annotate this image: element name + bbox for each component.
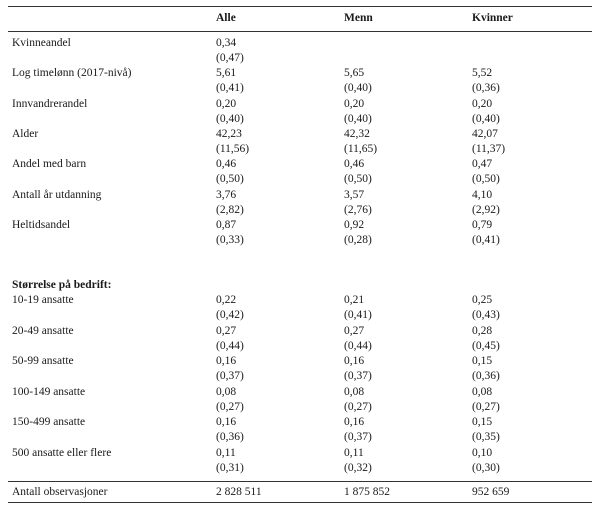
menn-sd: (2,76) <box>344 203 372 216</box>
menn-value: 5,65 <box>344 67 365 80</box>
alle-value: 5,61 <box>216 67 237 80</box>
menn-value: 0,46 <box>344 158 365 171</box>
kvinner-value: 5,52 <box>472 67 493 80</box>
menn-value: 0,16 <box>344 416 365 428</box>
alle-value: 0,16 <box>216 416 237 428</box>
alle-value: 0,34 <box>216 37 237 49</box>
alle-value: 0,08 <box>216 385 237 398</box>
alle-value: 0,20 <box>216 97 237 110</box>
kvinner-value: 0,47 <box>472 158 493 171</box>
alle-value: 0,46 <box>216 158 237 171</box>
menn-value: 0,08 <box>344 385 365 398</box>
header-menn: Menn <box>344 12 373 24</box>
row-label: 20-49 ansatte <box>12 324 74 337</box>
alle-sd: (0,47) <box>216 52 244 64</box>
alle-value: 0,22 <box>216 294 237 306</box>
kvinner-sd: (0,40) <box>472 112 500 125</box>
kvinner-sd: (0,35) <box>472 431 500 443</box>
menn-sd: (0,32) <box>344 461 372 474</box>
footer-label: Antall observasjoner <box>12 486 108 498</box>
footer-menn: 1 875 852 <box>344 486 390 498</box>
menn-sd: (0,44) <box>344 339 372 352</box>
alle-sd: (0,40) <box>216 112 244 125</box>
kvinner-value: 0,20 <box>472 97 493 110</box>
menn-value: 0,27 <box>344 324 365 337</box>
menn-value: 0,11 <box>344 446 364 459</box>
kvinner-value: 0,25 <box>472 294 493 306</box>
kvinner-sd: (11,37) <box>472 142 506 155</box>
alle-sd: (0,42) <box>216 309 244 321</box>
table-top-rule <box>8 6 592 7</box>
kvinner-sd: (0,36) <box>472 370 500 382</box>
alle-sd: (11,56) <box>216 142 250 155</box>
alle-sd: (0,36) <box>216 431 244 443</box>
kvinner-sd: (0,45) <box>472 339 500 352</box>
alle-value: 0,16 <box>216 355 237 367</box>
kvinner-value: 4,10 <box>472 188 493 201</box>
menn-value: 0,92 <box>344 218 365 231</box>
row-label: 150-499 ansatte <box>12 416 86 428</box>
menn-value: 0,21 <box>344 294 365 306</box>
menn-sd: (0,27) <box>344 400 372 413</box>
alle-sd: (0,37) <box>216 370 244 382</box>
menn-sd: (0,40) <box>344 112 372 125</box>
row-label: 50-99 ansatte <box>12 355 74 367</box>
header-rule <box>8 31 592 32</box>
kvinner-sd: (0,50) <box>472 173 500 186</box>
kvinner-sd: (0,36) <box>472 82 500 95</box>
alle-sd: (0,27) <box>216 400 244 413</box>
alle-value: 3,76 <box>216 188 237 201</box>
row-label: 100-149 ansatte <box>12 385 86 398</box>
menn-sd: (0,37) <box>344 370 372 382</box>
kvinner-sd: (0,43) <box>472 309 500 321</box>
menn-sd: (11,65) <box>344 142 378 155</box>
menn-sd: (0,28) <box>344 233 372 246</box>
menn-sd: (0,41) <box>344 309 372 321</box>
alle-value: 0,87 <box>216 218 237 231</box>
row-label: Kvinneandel <box>12 37 71 49</box>
menn-sd: (0,50) <box>344 173 372 186</box>
alle-value: 42,23 <box>216 127 242 140</box>
row-label: Heltidsandel <box>12 218 71 231</box>
menn-sd: (0,40) <box>344 82 372 95</box>
kvinner-value: 0,08 <box>472 385 493 398</box>
alle-sd: (0,33) <box>216 233 244 246</box>
kvinner-sd: (0,41) <box>472 233 500 246</box>
table-bottom-rule <box>8 502 592 503</box>
row-label: Andel med barn <box>12 158 87 171</box>
row-label: Innvandrerandel <box>12 97 88 110</box>
alle-sd: (0,50) <box>216 173 244 186</box>
alle-value: 0,27 <box>216 324 237 337</box>
kvinner-sd: (0,30) <box>472 461 500 474</box>
kvinner-value: 0,15 <box>472 355 493 367</box>
kvinner-value: 0,28 <box>472 324 493 337</box>
alle-sd: (2,82) <box>216 203 244 216</box>
kvinner-value: 0,10 <box>472 446 493 459</box>
header-kvinner: Kvinner <box>472 12 513 24</box>
kvinner-value: 0,15 <box>472 416 493 428</box>
menn-sd: (0,37) <box>344 431 372 443</box>
section-b-title: Størrelse på bedrift: <box>12 279 112 291</box>
menn-value: 0,20 <box>344 97 365 110</box>
row-label: Alder <box>12 127 39 140</box>
row-label: 500 ansatte eller flere <box>12 446 112 459</box>
menn-value: 3,57 <box>344 188 365 201</box>
header-alle: Alle <box>216 12 236 24</box>
kvinner-sd: (0,27) <box>472 400 500 413</box>
footer-top-rule <box>8 481 592 482</box>
kvinner-value: 0,79 <box>472 218 493 231</box>
kvinner-sd: (2,92) <box>472 203 500 216</box>
menn-value: 42,32 <box>344 127 370 140</box>
row-label: Antall år utdanning <box>12 188 102 201</box>
footer-kvinner: 952 659 <box>472 486 510 498</box>
footer-alle: 2 828 511 <box>216 486 262 498</box>
menn-value: 0,16 <box>344 355 365 367</box>
alle-value: 0,11 <box>216 446 236 459</box>
row-label: Log timelønn (2017-nivå) <box>12 67 132 80</box>
kvinner-value: 42,07 <box>472 127 498 140</box>
row-label: 10-19 ansatte <box>12 294 74 306</box>
alle-sd: (0,44) <box>216 339 244 352</box>
alle-sd: (0,41) <box>216 82 244 95</box>
alle-sd: (0,31) <box>216 461 244 474</box>
